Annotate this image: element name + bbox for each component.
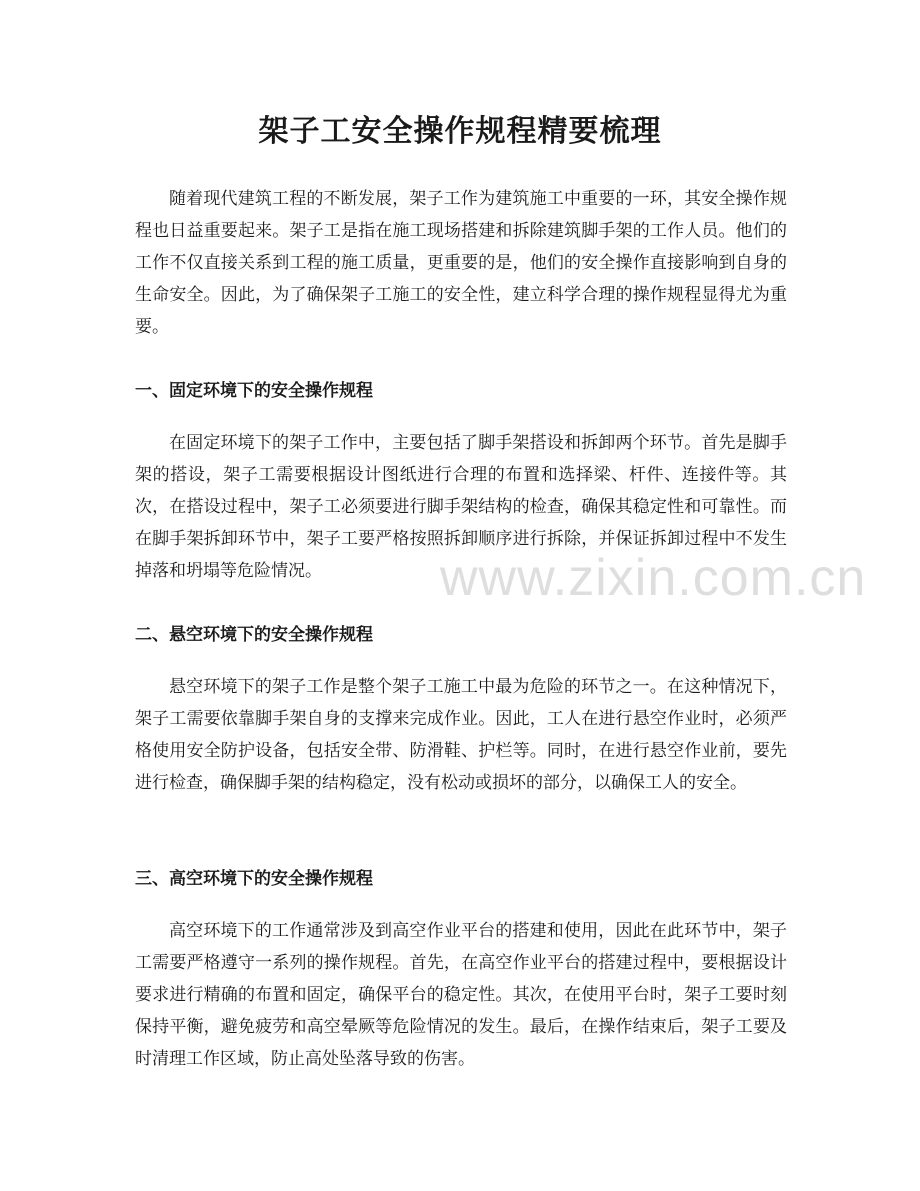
watermark: www.zixin.com.cn: [440, 549, 867, 607]
section-3-heading: 三、高空环境下的安全操作规程: [135, 869, 373, 889]
intro-paragraph: 随着现代建筑工程的不断发展，架子工作为建筑施工中重要的一环，其安全操作规程也日益重要起来。架子工是指在施工现场搭建和拆除建筑脚手架的工作人员。他们的工作不仅直接关系到工程的施工质量，更重要的是，他们的安全操作直接影响到自身的生命安全。因此，为了确保架子工施工的安全性，建立科学合理的操作规程显得尤为重要。: [135, 189, 787, 337]
section-2-body: 悬空环境下的架子工作是整个架子工施工中最为危险的环节之一。在这种情况下，架子工需要依靠脚手架自身的支撑来完成作业。因此，工人在进行悬空作业时，必须严格使用安全防护设备，包括安全带、防滑鞋、护栏等。同时，在进行悬空作业前，要先进行检查，确保脚手架的结构稳定，没有松动或损坏的部分，以确保工人的安全。: [135, 677, 787, 793]
section-2-heading: 二、悬空环境下的安全操作规程: [135, 625, 373, 645]
section-1-heading: 一、固定环境下的安全操作规程: [135, 381, 373, 401]
section-3-body: 高空环境下的工作通常涉及到高空作业平台的搭建和使用，因此在此环节中，架子工需要严格遵守一系列的操作规程。首先，在高空作业平台的搭建过程中，要根据设计要求进行精确的布置和固定，确保平台的稳定性。其次，在使用平台时，架子工要时刻保持平衡，避免疲劳和高空晕厥等危险情况的发生。最后，在操作结束后，架子工要及时清理工作区域，防止高处坠落导致的伤害。: [135, 921, 787, 1069]
page-title: 架子工安全操作规程精要梳理: [258, 114, 662, 149]
section-1-body: 在固定环境下的架子工作中，主要包括了脚手架搭设和拆卸两个环节。首先是脚手架的搭设，架子工需要根据设计图纸进行合理的布置和选择梁、杆件、连接件等。其次，在搭设过程中，架子工必须要进行脚手架结构的检查，确保其稳定性和可靠性。而在脚手架拆卸环节中，架子工要严格按照拆卸顺序进行拆除，并保证拆卸过程中不发生掉落和坍塌等危险情况。: [135, 433, 787, 581]
